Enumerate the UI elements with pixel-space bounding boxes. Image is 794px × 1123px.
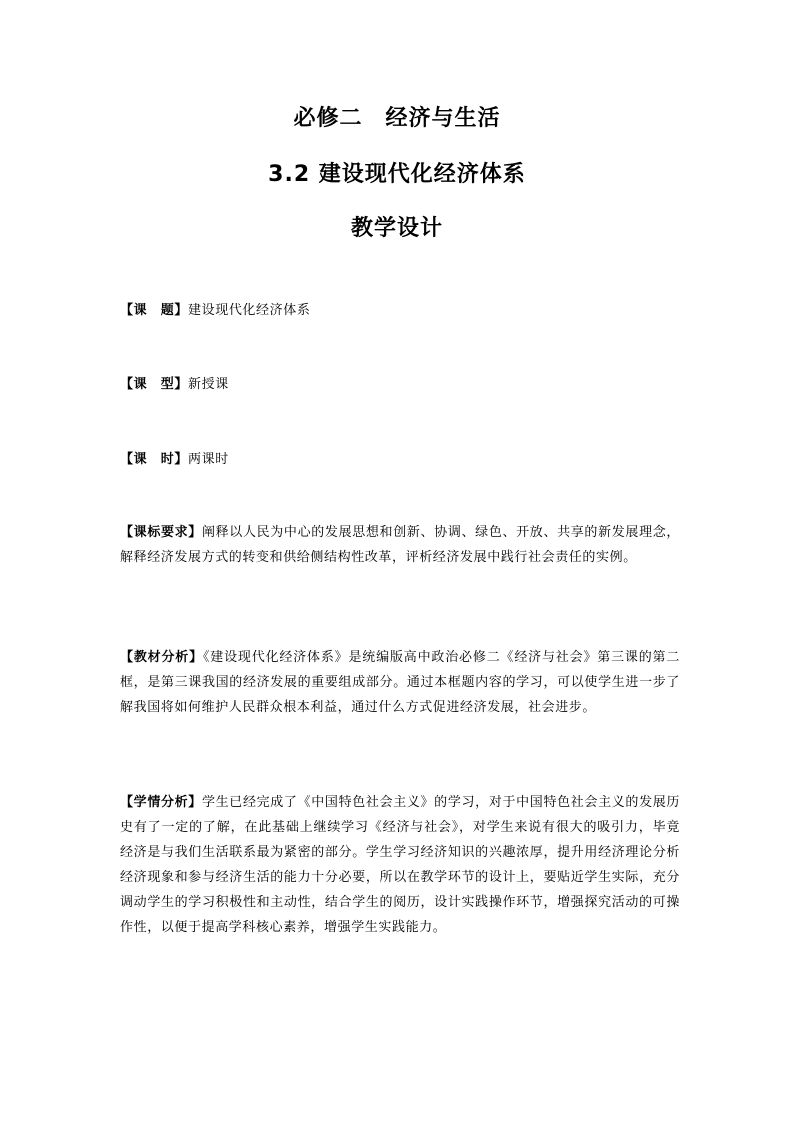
section-label: 【课 题】 — [120, 303, 189, 318]
section-label: 【教材分析】 — [120, 650, 203, 665]
section-topic — [120, 298, 680, 323]
section-text: 《建设现代化经济体系》是统编版高中政治必修二《经济与社会》第三课的第二框，是第三课我国的经济发展的重要组成部分。通过本框题内容的学习，可以使学生进一步了解我国将如何维护人民群众根本利益，通过什么方式促进经济发展，社会进步。 — [120, 650, 680, 715]
section-class-hours — [120, 447, 680, 472]
section-label: 【课 时】 — [120, 452, 189, 467]
document-title-line-1: 必修二 经济与生活 — [293, 106, 501, 131]
section-text: 阐释以人民为中心的发展思想和创新、协调、绿色、开放、共享的新发展理念，解释经济发展方式的转变和供给侧结构性改革，评析经济发展中践行社会责任的实例。 — [120, 525, 680, 565]
section-text: 两课时 — [188, 452, 229, 467]
section-textbook-analysis — [120, 645, 680, 720]
section-text: 学生已经完成了《中国特色社会主义》的学习，对于中国特色社会主义的发展历史有了一定的了解，在此基础上继续学习《经济与社会》，对学生来说有很大的吸引力，毕竟经济是与我们生活联系最为紧密的部分。学生学习经济知识的兴趣浓厚，提升用经济理论分析经济现象和参与经济生活的能力十分必要，所以在教学环节的设计上，要贴近学生实际，充分调动学生的学习积极性和主动性，结合学生的阅历，设计实践操作环节，增强探究活动的可操作性，以便于提高学科核心素养，增强学生实践能力。 — [120, 795, 680, 935]
document-title-line-2: 3.2 建设现代化经济体系 — [268, 162, 526, 187]
section-label: 【学情分析】 — [120, 795, 202, 810]
section-lesson-type — [120, 372, 680, 397]
section-label: 【课标要求】 — [120, 525, 202, 540]
section-text: 建设现代化经济体系 — [188, 303, 311, 318]
section-curriculum-requirements — [120, 520, 680, 570]
document-title-line-3: 教学设计 — [350, 216, 443, 241]
section-text: 新授课 — [188, 377, 229, 392]
section-label: 【课 型】 — [120, 377, 189, 392]
section-student-analysis — [120, 790, 680, 940]
